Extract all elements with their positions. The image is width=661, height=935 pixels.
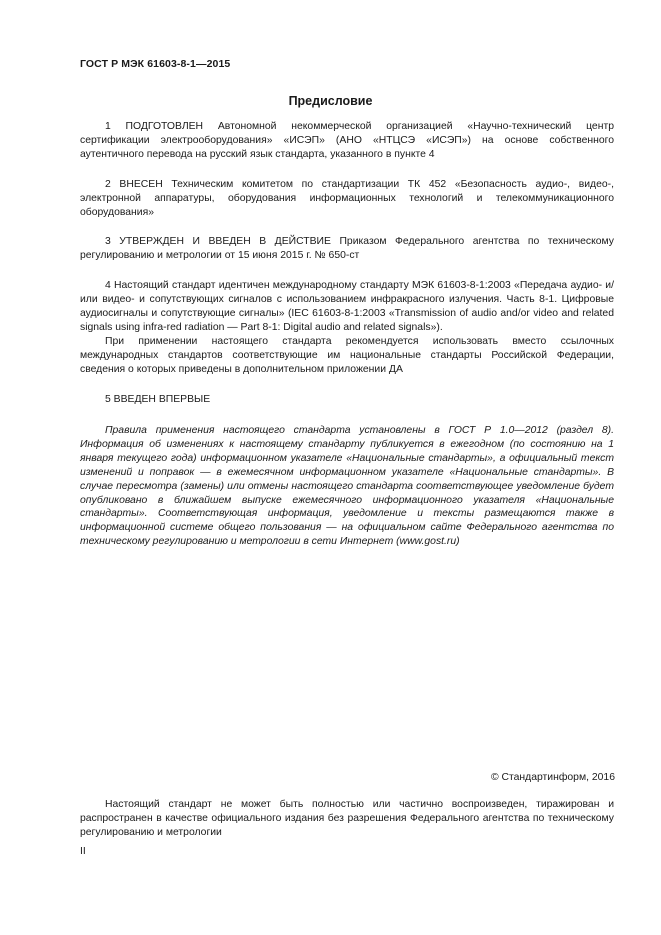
page-number: II — [80, 846, 86, 857]
standard-code: ГОСТ Р МЭК 61603-8-1—2015 — [80, 58, 231, 70]
application-rules-note: Правила применения настоящего стандарта установлены в ГОСТ Р 1.0—2012 (раздел 8). Информация об изменениях к настоящему стандарту публикуется в ежегодном (по состоянию на 1 января текущего года) информационном указателе «Национальные стандарты», а официальный текст изменений и поправок — в ежемесячном информационном указателе «Национальные стандарты». В случае пересмотра (замены) или отмены настоящего стандарта соответствующее уведомление будет опубликовано в ближайшем выпуске ежемесячного информационного указателя «Национальные стандарты». Соответствующая информация, уведомление и тексты размещаются также в информационной системе общего пользования — на официальном сайте Федерального агентства по техническому регулированию и метрологии в сети Интернет (www.gost.ru) — [80, 425, 614, 548]
section-title: Предисловие — [288, 94, 373, 108]
paragraph-introduced-by: 2 ВНЕСЕН Техническим комитетом по стандартизации ТК 452 «Безопасность аудио-, видео-, электронной аппаратуры, оборудования информационных технологий и телекоммуникационного оборудования» — [80, 178, 614, 218]
paragraph-identical-standard: 4 Настоящий стандарт идентичен международному стандарту МЭК 61603-8-1:2003 «Передача аудио- и/или видео- и сопутствующих сигналов с использованием инфракрасного излучения. Часть 8-1. Цифровые аудиосигналы и сопутствующие сигналы» (IEC 61603-8-1:2003 «Transmission of audio and/or video and related signals using infra-red radiation — Part 8-1: Digital audio and related signals»). — [80, 280, 614, 333]
paragraph-first-introduced: 5 ВВЕДЕН ВПЕРВЫЕ — [105, 393, 211, 405]
reproduction-notice: Настоящий стандарт не может быть полностью или частично воспроизведен, тиражирован и распространен в качестве официального издания без разрешения Федерального агентства по техническому регулированию и метрологии — [80, 799, 614, 838]
paragraph-approved: 3 УТВЕРЖДЕН И ВВЕДЕН В ДЕЙСТВИЕ Приказом Федерального агентства по техническому регулированию и метрологии от 15 июня 2015 г. № 650-ст — [80, 236, 614, 262]
paragraph-prepared-by: 1 ПОДГОТОВЛЕН Автономной некоммерческой организацией «Научно-технический центр сертификации электрооборудования» «ИСЭП» (АНО «НТЦСЭ «ИСЭП») на основе собственного аутентичного перевода на русский язык стандарта, указанного в пункте 4 — [80, 121, 614, 160]
paragraph-reference-standards: При применении настоящего стандарта рекомендуется использовать вместо ссылочных международных стандартов соответствующие им национальные стандарты Российской Федерации, сведения о которых приведены в дополнительном приложении ДА — [80, 335, 614, 375]
copyright: © Стандартинформ, 2016 — [490, 772, 615, 783]
foreword-body — [80, 120, 614, 407]
